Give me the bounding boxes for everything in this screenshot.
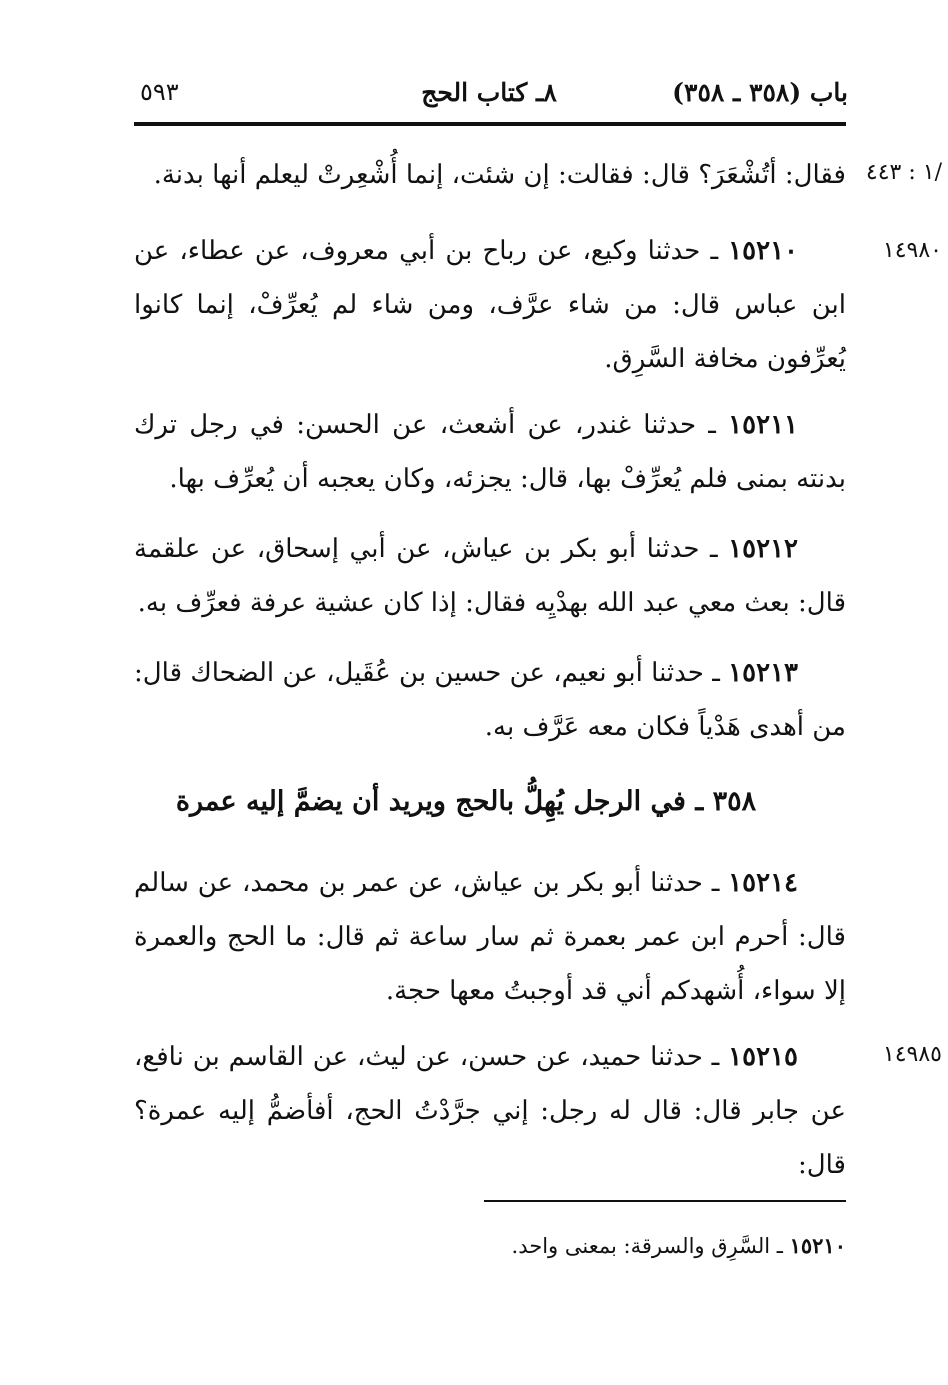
hadith-15212	[134, 522, 846, 630]
page-number: ٥٩٣	[140, 78, 179, 106]
margin-ref-14985: ١٤٩٨٥	[882, 1042, 942, 1067]
chapter-range: باب (٣٥٨ ـ ٣٥٨)	[672, 78, 848, 107]
header-rule	[134, 122, 846, 126]
margin-ref-volume: /١ : ٤٤٣	[865, 160, 942, 185]
hadith-text: ـ حدثنا وكيع، عن رباح بن أبي معروف، عن عطاء، عن ابن عباس قال: من شاء عرَّف، ومن شاء لم يُعرِّفْ، إنما كانوا يُعرِّفون مخافة السَّرِق.	[134, 236, 846, 374]
hadith-15214	[134, 856, 846, 1018]
footnote-text: ـ السَّرِق والسرقة: بمعنى واحد.	[511, 1234, 790, 1258]
hadith-number: ١٥٢١٠	[728, 236, 798, 266]
chapter-heading: ٣٥٨ ـ في الرجل يُهِلُّ بالحج ويريد أن يضمَّ إليه عمرة	[175, 786, 757, 817]
hadith-number: ١٥٢١٥	[728, 1042, 798, 1072]
continuation-paragraph	[134, 148, 846, 202]
hadith-text: ـ حدثنا أبو بكر بن عياش، عن عمر بن محمد، عن سالم قال: أحرم ابن عمر بعمرة ثم سار ساعة ثم قال: ما الحج والعمرة إلا سواء، أُشهدكم أني قد أوجبتُ معها حجة.	[134, 868, 846, 1006]
hadith-text: ـ حدثنا أبو بكر بن عياش، عن أبي إسحاق، عن علقمة قال: بعث معي عبد الله بهدْيِه فقال: إذا كان عشية عرفة فعرِّف به.	[134, 534, 846, 618]
book-title: ٨ـ كتاب الحج	[421, 78, 557, 107]
footnote-rule	[484, 1200, 846, 1202]
hadith-15215	[134, 1030, 846, 1192]
hadith-number: ١٥٢١١	[728, 410, 798, 440]
hadith-text: ـ حدثنا أبو نعيم، عن حسين بن عُقَيل، عن الضحاك قال: من أهدى هَدْياً فكان معه عَرَّف به.	[134, 658, 846, 742]
margin-ref-14980: ١٤٩٨٠	[882, 238, 942, 263]
hadith-15211	[134, 398, 846, 506]
page-header	[130, 78, 848, 118]
paragraph-text: فقال: أتُشْعَرَ؟ قال: فقالت: إن شئت، إنما أُشْعِرتْ ليعلم أنها بدنة.	[153, 160, 846, 190]
footnote-number: ١٥٢١٠	[789, 1233, 846, 1258]
hadith-number: ١٥٢١٣	[728, 658, 798, 688]
hadith-text: ـ حدثنا غندر، عن أشعث، عن الحسن: في رجل ترك بدنته بمنى فلم يُعرِّفْ بها، قال: يجزئه، وكان يعجبه أن يُعرِّف بها.	[134, 410, 846, 494]
hadith-number: ١٥٢١٤	[728, 868, 798, 898]
hadith-number: ١٥٢١٢	[728, 534, 798, 564]
hadith-15210	[134, 224, 846, 386]
hadith-text: ـ حدثنا حميد، عن حسن، عن ليث، عن القاسم بن نافع، عن جابر قال: قال له رجل: إني جرَّدْتُ الحج، أفأضمُّ إليه عمرة؟ قال:	[134, 1042, 846, 1180]
hadith-15213	[134, 646, 846, 754]
footnote	[134, 1228, 846, 1264]
